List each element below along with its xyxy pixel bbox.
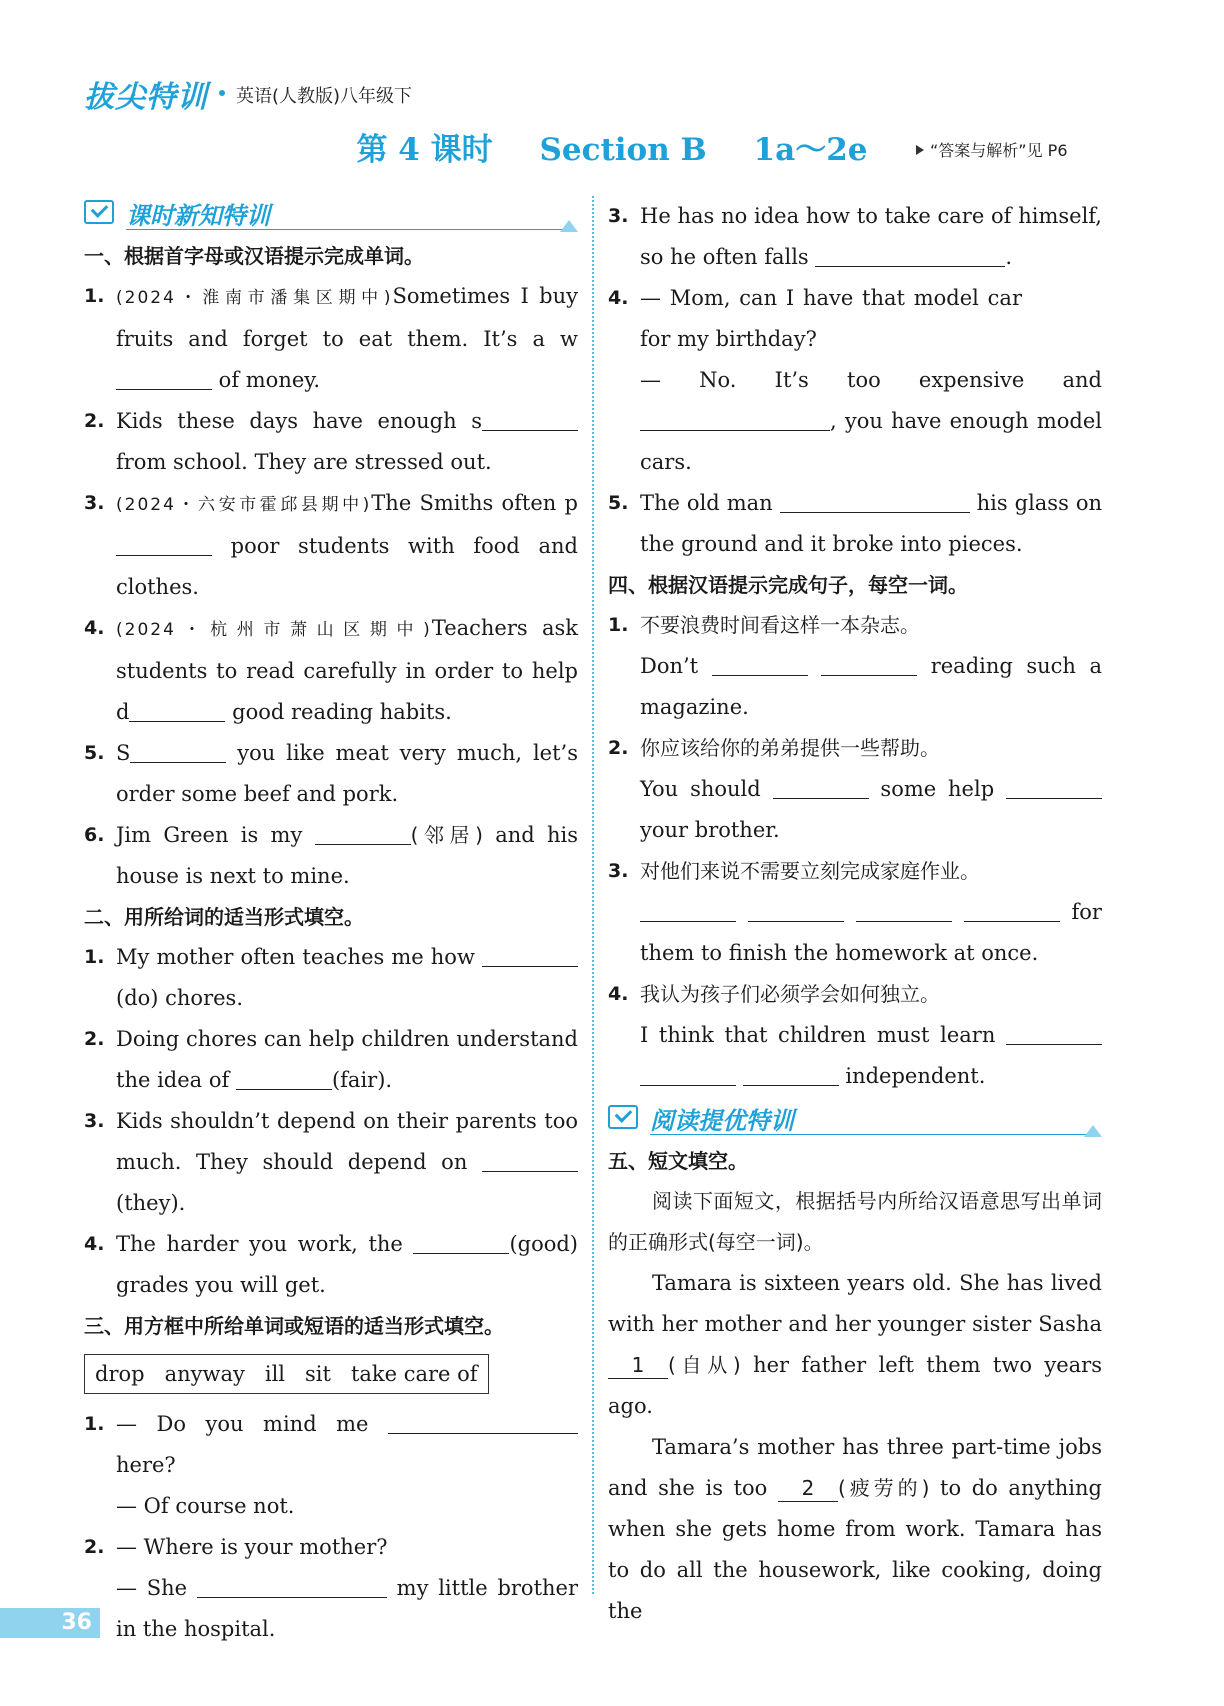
question-text: (they).	[116, 1191, 186, 1215]
answer-blank[interactable]	[482, 942, 578, 967]
banner-label: 课时新知特训	[126, 202, 270, 230]
question-item	[84, 1224, 578, 1306]
word-bank-item: ill	[264, 1362, 286, 1386]
question-text: — No. It’s too expensive and	[640, 368, 1102, 392]
chinese-prompt: 我认为孩子们必须学会如何独立。	[640, 982, 940, 1006]
question-text: , you have enough model cars.	[640, 409, 1102, 474]
question-text: Jim Green is my	[116, 823, 315, 847]
question-item	[84, 815, 578, 897]
book-subject: 英语(人教版)八年级下	[236, 86, 413, 107]
banner-tip-icon	[560, 220, 578, 232]
question-item	[84, 483, 578, 608]
question-number: 6.	[84, 824, 105, 846]
banner-rule	[126, 229, 568, 230]
checklist-icon	[84, 200, 114, 224]
question-item	[84, 1404, 578, 1527]
part-title: 一、根据首字母或汉语提示完成单词。	[84, 244, 424, 268]
question-text: You should	[640, 777, 773, 801]
question-text: .	[1005, 245, 1013, 269]
question-number: 3.	[608, 860, 629, 882]
question-text: (good) grades you will get.	[116, 1232, 578, 1297]
chinese-hint: (疲劳的)	[837, 1476, 930, 1500]
banner-tip-icon	[1084, 1125, 1102, 1137]
question-item	[84, 733, 578, 815]
question-source: (2024・六安市霍邱县期中)	[116, 495, 372, 515]
answer-blank[interactable]	[1006, 774, 1102, 799]
part-title: 四、根据汉语提示完成句子，每空一词。	[608, 573, 968, 597]
question-text: you like meat very much, let’s order some beef and pork.	[116, 741, 578, 806]
question-item	[84, 276, 578, 401]
question-item	[84, 1019, 578, 1101]
answer-blank[interactable]	[815, 242, 1005, 267]
question-number: 2.	[84, 410, 105, 432]
page-number: 36	[0, 1608, 100, 1638]
passage-text: Tamara is sixteen years old. She has lived with her mother and her younger sister Sasha	[608, 1271, 1102, 1336]
question-item	[608, 483, 1102, 565]
passage-blank-2[interactable]: 2	[778, 1475, 838, 1502]
question-item	[608, 728, 1102, 851]
question-text: Don’t	[640, 654, 712, 678]
word-bank-box	[84, 1354, 489, 1394]
question-text: and his house is next to mine.	[116, 823, 579, 888]
part-title: 五、短文填空。	[608, 1149, 748, 1173]
chinese-hint: (邻居)	[410, 823, 483, 847]
question-number: 5.	[84, 742, 105, 764]
answer-blank[interactable]	[821, 651, 917, 676]
question-number: 1.	[84, 1413, 105, 1435]
answer-blank[interactable]	[773, 774, 869, 799]
word-bank-item: take care of	[350, 1362, 478, 1386]
question-number: 4.	[608, 287, 629, 309]
instruction-text: 阅读下面短文，根据括号内所给汉语意思写出单词的正确形式(每空一词)。	[608, 1189, 1102, 1254]
answer-blank[interactable]	[130, 738, 226, 763]
book-icon	[608, 1105, 638, 1129]
question-text: reading such a magazine.	[640, 654, 1102, 719]
header-separator-dot	[219, 90, 225, 96]
answer-blank[interactable]	[116, 365, 212, 390]
answer-blank[interactable]	[640, 406, 830, 431]
answer-blank[interactable]	[315, 820, 411, 845]
question-text: his glass on the ground and it broke into pieces.	[640, 491, 1102, 556]
question-text: — Mom, can I have that model car for my birthday?	[640, 286, 1022, 351]
answer-reference-text: “答案与解析”见 P6	[930, 141, 1068, 160]
passage-text: to do anything when she gets home from work. Tamara has to do all the housework, like cooking, doing the	[608, 1476, 1102, 1623]
question-text: of money.	[212, 368, 321, 392]
question-text: — Where is your mother?	[116, 1535, 388, 1559]
answer-blank[interactable]	[640, 1061, 736, 1086]
answer-blank[interactable]	[748, 897, 844, 922]
question-item	[608, 605, 1102, 728]
banner-label: 阅读提优特训	[650, 1107, 794, 1135]
question-item	[608, 974, 1102, 1097]
question-text: good reading habits.	[225, 700, 452, 724]
question-text: here?	[116, 1453, 176, 1477]
question-number: 4.	[84, 1233, 105, 1255]
part-title: 二、用所给词的适当形式填空。	[84, 905, 364, 929]
word-bank-item: sit	[305, 1362, 331, 1386]
question-item	[608, 278, 1102, 483]
question-number: 3.	[608, 205, 629, 227]
answer-blank[interactable]	[712, 651, 808, 676]
question-text: — Do you mind me	[116, 1412, 388, 1436]
question-text: (fair).	[331, 1068, 393, 1092]
question-text: The old man	[640, 491, 780, 515]
passage-paragraph	[608, 1263, 1102, 1427]
question-number: 5.	[608, 492, 629, 514]
question-text: — Of course not.	[116, 1494, 295, 1518]
question-text: your brother.	[640, 818, 780, 842]
question-text: Kids shouldn’t depend on their parents too much. They should depend on	[116, 1109, 578, 1174]
question-number: 3.	[84, 492, 105, 514]
chinese-hint: (自从)	[668, 1353, 741, 1377]
answer-blank[interactable]	[1006, 1020, 1102, 1045]
answer-blank[interactable]	[197, 1573, 387, 1598]
word-bank-item: drop	[95, 1362, 145, 1386]
section-banner-new-knowledge	[84, 196, 578, 232]
answer-blank[interactable]	[743, 1061, 839, 1086]
passage-paragraph	[608, 1427, 1102, 1632]
question-number: 3.	[84, 1110, 105, 1132]
answer-blank[interactable]	[413, 1229, 509, 1254]
question-text: The Smiths often p	[371, 491, 578, 515]
question-number: 1.	[84, 946, 105, 968]
question-text: Kids these days have enough s	[116, 409, 482, 433]
question-text: Teachers ask students to read carefully in order to help d	[116, 616, 578, 724]
question-item	[608, 851, 1102, 974]
answer-blank[interactable]	[388, 1409, 578, 1434]
question-source: (2024・淮南市潘集区期中)	[116, 288, 393, 308]
question-item	[84, 1527, 578, 1650]
question-text: I think that children must learn	[640, 1023, 1006, 1047]
passage-text: her father left them two years ago.	[608, 1353, 1102, 1418]
question-number: 2.	[84, 1536, 105, 1558]
left-column	[84, 196, 578, 1650]
section-banner-reading	[608, 1101, 1102, 1137]
answer-blank[interactable]	[640, 897, 736, 922]
question-text: independent.	[838, 1064, 986, 1088]
question-text: my little brother in the hospital.	[116, 1576, 578, 1641]
question-text: The harder you work, the	[116, 1232, 414, 1256]
question-text: poor students with food and clothes.	[116, 534, 578, 599]
passage-blank-1[interactable]: 1	[608, 1352, 668, 1379]
question-number: 2.	[84, 1028, 105, 1050]
right-column	[608, 196, 1102, 1632]
question-text: (do) chores.	[116, 986, 243, 1010]
question-item	[84, 937, 578, 1019]
answer-blank[interactable]	[964, 897, 1060, 922]
chinese-prompt: 不要浪费时间看这样一本杂志。	[640, 613, 920, 637]
answer-blank[interactable]	[482, 1147, 578, 1172]
answer-blank[interactable]	[116, 531, 212, 556]
question-text: He has no idea how to take care of himself, so he often falls	[640, 204, 1102, 269]
lesson-range: 1a～2e	[753, 132, 868, 168]
lesson-section: Section B	[539, 132, 707, 168]
question-item	[608, 196, 1102, 278]
question-item	[84, 1101, 578, 1224]
banner-rule	[650, 1134, 1092, 1135]
question-text: — She	[116, 1576, 197, 1600]
brand-logo: 拔尖特训	[84, 80, 208, 115]
question-number: 2.	[608, 737, 629, 759]
answer-reference	[916, 138, 1068, 161]
part-title: 三、用方框中所给单词或短语的适当形式填空。	[84, 1314, 504, 1338]
chinese-prompt: 你应该给你的弟弟提供一些帮助。	[640, 736, 940, 760]
answer-blank[interactable]	[129, 697, 225, 722]
question-text: S	[116, 741, 131, 765]
question-source: (2024・杭州市萧山区期中)	[116, 620, 432, 640]
answer-blank[interactable]	[236, 1065, 332, 1090]
lesson-number: 第 4 课时	[356, 132, 493, 168]
question-text: My mother often teaches me how	[116, 945, 482, 969]
play-arrow-icon	[916, 145, 924, 155]
column-divider	[592, 196, 594, 1594]
question-number: 1.	[608, 614, 629, 636]
question-number: 4.	[84, 617, 105, 639]
word-bank-item: anyway	[164, 1362, 245, 1386]
question-text: from school. They are stressed out.	[116, 450, 492, 474]
chinese-prompt: 对他们来说不需要立刻完成家庭作业。	[640, 859, 980, 883]
question-text: some help	[868, 777, 1007, 801]
question-text: Doing chores can help children understand the idea of	[116, 1027, 578, 1092]
question-item	[84, 401, 578, 483]
question-text: for them to finish the homework at once.	[640, 900, 1102, 965]
answer-blank[interactable]	[482, 406, 578, 431]
answer-blank[interactable]	[856, 897, 952, 922]
passage-text: Tamara’s mother has three part-time jobs and she is too	[608, 1435, 1102, 1500]
question-item	[84, 608, 578, 733]
question-text: Sometimes I buy fruits and forget to eat them. It’s a w	[116, 284, 578, 351]
question-number: 4.	[608, 983, 629, 1005]
answer-blank[interactable]	[780, 488, 970, 513]
question-number: 1.	[84, 285, 105, 307]
